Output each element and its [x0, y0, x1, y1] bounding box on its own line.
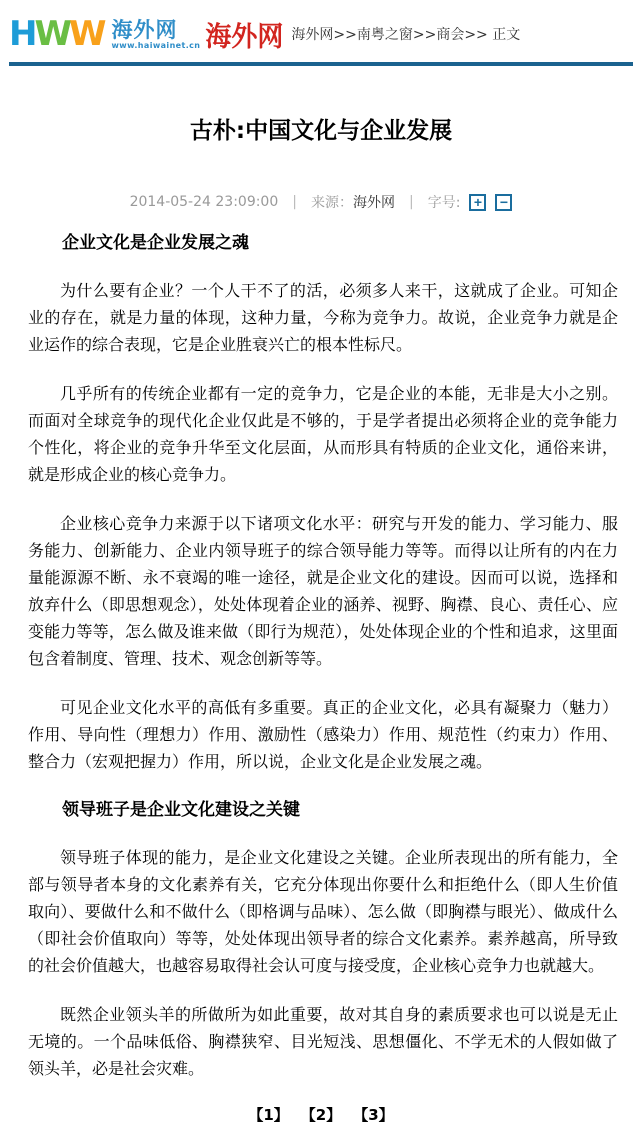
logo-letter-0: H — [9, 14, 35, 54]
fontsize-controls — [428, 192, 513, 212]
article-paragraph: 为什么要有企业？一个人干不了的活，必须多人来干，这就成了企业。可知企业的存在，就是力量的体现，这种力量，今称为竞争力。故说，企业竞争力就是企业运作的综合表现，它是企业胜衰兴亡的根本性标尺。 — [28, 281, 618, 354]
fontsize-label: 字号: — [427, 195, 461, 211]
breadcrumb[interactable]: 海外网>>南粤之窗>>商会>> 正文 — [291, 27, 521, 43]
page-title: 古朴:中国文化与企业发展 — [189, 118, 453, 144]
article-paragraph: 既然企业领头羊的所做所为如此重要，故对其自身的素质要求也可以说是无止无境的。一个品味低俗、胸襟狭窄、目光短浅、思想僵化、不学无术的人假如做了领头羊，必是社会灾难。 — [28, 1005, 618, 1078]
source-label: 来源： — [310, 195, 353, 211]
article-paragraph: 领导班子体现的能力，是企业文化建设之关键。企业所表现出的所有能力，全部与领导者本身的文化素养有关，它充分体现出你要什么和拒绝什么（即人生价值取向）、要做什么和不做什么（即格调与品味）、怎么做（即胸襟与眼光）、做成什么（即社会价值取向）等等，处处体现出领导者的综合文化素养。素养越高，所导致的社会价值越大，也越容易取得社会认可度与接受度，企业核心竞争力也就越大。 — [28, 848, 618, 975]
article-paragraph: 企业核心竞争力来源于以下诸项文化水平：研究与开发的能力、学习能力、服务能力、创新能力、企业内领导班子的综合领导能力等等。而得以让所有的内在力量能源源不断、永不衰竭的唯一途径，就是企业文化的建设。因而可以说，选择和放弃什么（即思想观念），处处体现着企业的涵养、视野、胸襟、良心、责任心、应变能力等等，怎么做及谁来做（即行为规范），处处体现企业的个性和追求，这里面包含着制度、管理、技术、观念创新等等。 — [28, 514, 618, 668]
meta-separator: | — [408, 194, 414, 210]
site-name-red: 海外网 — [205, 20, 284, 53]
site-url: www.haiwainet.cn — [111, 40, 201, 50]
article-paragraph: 几乎所有的传统企业都有一定的竞争力，它是企业的本能，无非是大小之别。而面对全球竞争的现代化企业仅此是不够的，于是学者提出必须将企业的竞争能力个性化，将企业的竞争升华至文化层面，从而形具有特质的企业文化，通俗来讲，就是形成企业的核心竞争力。 — [28, 384, 618, 484]
logo-letter-2: W — [68, 14, 104, 54]
section-heading: 领导班子是企业文化建设之关键 — [62, 800, 300, 820]
meta-separator: | — [292, 194, 297, 210]
article-paragraph: 可见企业文化水平的高低有多重要。真正的企业文化，必具有凝聚力（魅力）作用、导向性（理想力）作用、激励性（感染力）作用、规范性（约束力）作用、整合力（宏观把握力）作用，所以说，企业文化是企业发展之魂。 — [28, 698, 618, 771]
article-body — [0, 212, 642, 1082]
publish-date: 2014-05-24 23:09:00 — [129, 194, 279, 210]
site-name-blue — [112, 19, 201, 50]
page-link-1[interactable]: 【1】 — [248, 1106, 289, 1124]
fontsize-increase-button[interactable]: + — [469, 194, 486, 211]
fontsize-decrease-button[interactable]: − — [495, 194, 512, 211]
logo-letter-1: W — [34, 14, 69, 54]
header-row — [9, 12, 633, 56]
site-logo[interactable] — [9, 16, 283, 53]
pagination — [0, 1104, 642, 1125]
article-meta — [0, 192, 642, 212]
header-divider — [9, 62, 633, 66]
source-value: 海外网 — [352, 195, 395, 211]
section-heading: 企业文化是企业发展之魂 — [62, 233, 249, 253]
site-name-blue-text: 海外网 — [111, 17, 178, 42]
source — [311, 192, 395, 212]
page-link-3[interactable]: 【3】 — [353, 1106, 394, 1124]
page-link-2[interactable]: 【2】 — [300, 1106, 342, 1124]
hww-logo-mark — [9, 14, 104, 54]
site-header — [0, 0, 642, 56]
